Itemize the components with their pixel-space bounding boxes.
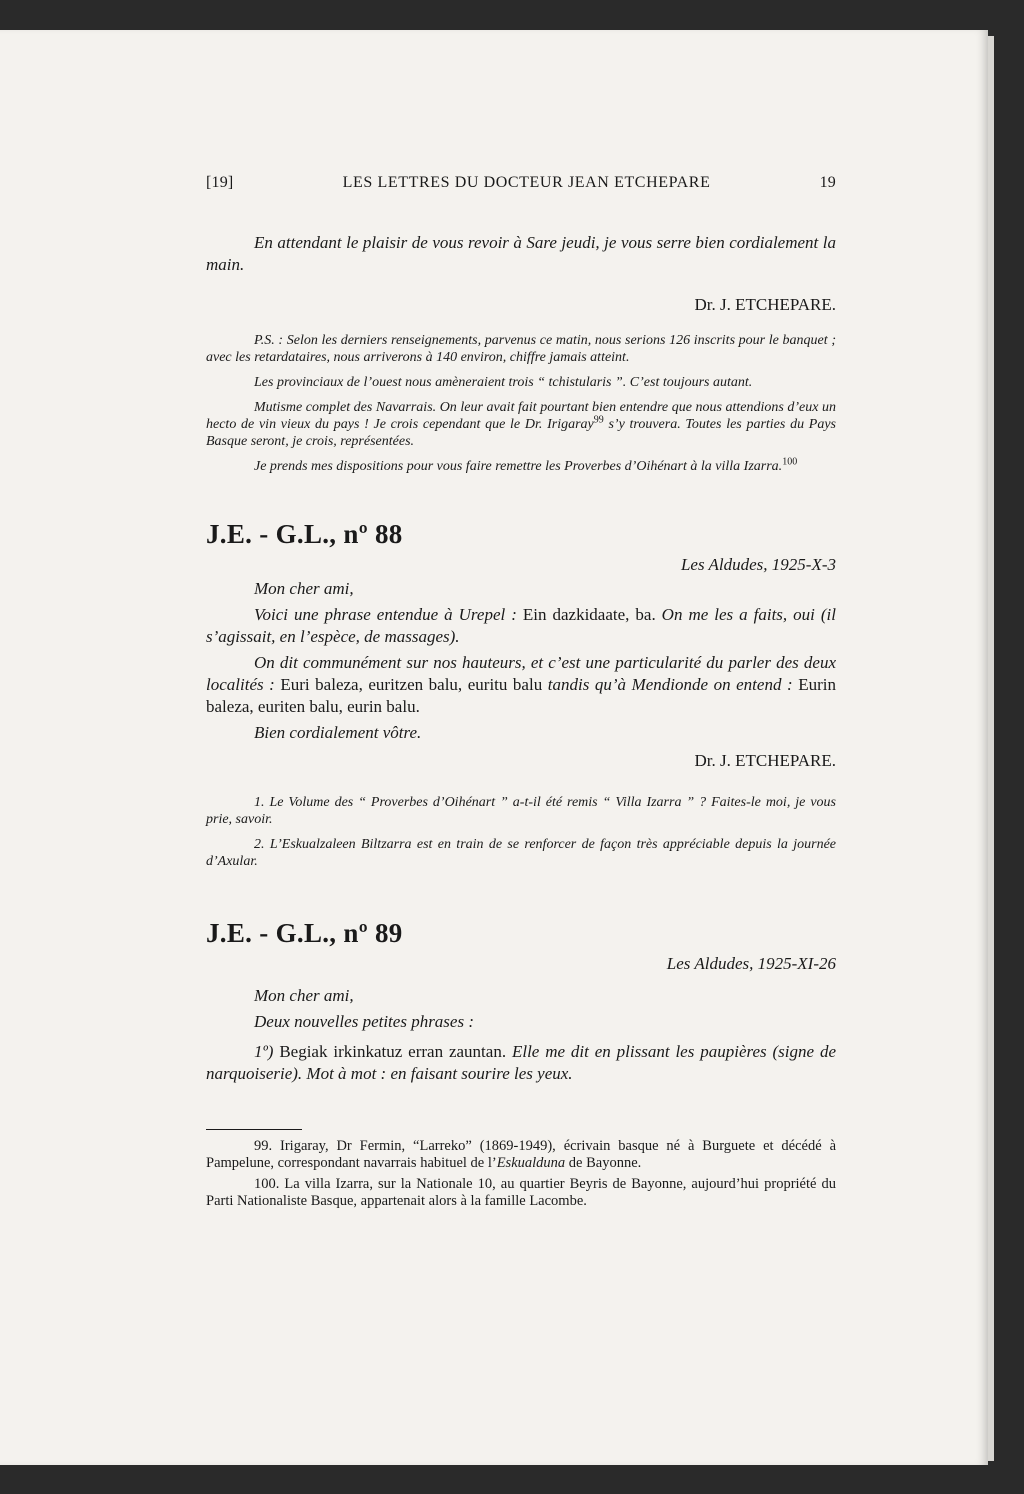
letter-89-item-1 [206, 1041, 836, 1085]
page-number: 19 [819, 174, 836, 191]
p2-text-a: On dit communément sur nos hauteurs, et c’est une particularité du parler des deux localités : [206, 653, 836, 694]
p1-text-a: Voici une phrase entendue à Urepel : [254, 605, 523, 624]
letter-88-note-2: 2. L’Eskualzaleen Biltzarra est en train de se renforcer de façon très appréciable depuis la journée d’Axular. [206, 837, 836, 869]
letter-89-salutation: Mon cher ami, [254, 986, 354, 1005]
p2-basque-phrase-1: Euri baleza, euritzen balu, euritu balu [280, 675, 543, 694]
letter-88-closing: Bien cordialement vôtre. [254, 723, 422, 742]
footnote-99 [206, 1138, 836, 1172]
letter-89-dateline: Les Aldudes, 1925-XI-26 [666, 954, 836, 973]
letter-88-salutation: Mon cher ami, [254, 579, 354, 598]
footnote-ref-100: 100 [782, 456, 798, 468]
p1-basque-phrase: Ein dazkidaate, ba. [522, 605, 656, 624]
item1-number: 1º) [254, 1042, 280, 1061]
header-left: [19] [206, 174, 234, 191]
letter-88-note-1: 1. Le Volume des “ Proverbes d’Oihénart ” a-t-il été remis “ Villa Izarra ” ? Faites-le moi, je vous prie, savoir. [206, 795, 836, 827]
footnote-ref-99: 99 [593, 414, 604, 426]
letter-88-paragraph-1 [206, 604, 836, 648]
ps-paragraph-4 [206, 458, 836, 475]
p1-text-b: On me les a faits, oui (il s’agissait, en l’espèce, de massages). [206, 605, 836, 646]
running-header [206, 174, 836, 192]
p2-text-b: tandis qu’à Mendionde on entend : [542, 675, 799, 694]
letter-88-heading: J.E. - G.L., nº 88 [206, 519, 403, 549]
ps-paragraph-1: P.S. : Selon les derniers renseignements, parvenus ce matin, nous serions 126 inscrits pour le banquet ; avec les retardataires, nous arriverons à 140 environ, chiffre jamais atteint. [206, 333, 836, 365]
fn99-text-a: 99. Irigaray, Dr Fermin, “Larreko” (1869-1949), écrivain basque né à Burguete et décédé à Pampelune, correspondant navarrais habituel de l’ [206, 1138, 836, 1171]
ps-paragraph-2: Les provinciaux de l’ouest nous amèneraient trois “ tchistularis ”. C’est toujours autant. [254, 375, 753, 390]
ps3-text-b: s’y trouvera. Toutes les parties du Pays Basque seront, je crois, représentées. [206, 417, 836, 449]
fn99-text-b: de Bayonne. [565, 1155, 642, 1171]
item1-basque-phrase: Begiak irkinkatuz erran zauntan. [279, 1042, 507, 1061]
letter-88-dateline: Les Aldudes, 1925-X-3 [680, 555, 836, 574]
letter-88-signature: Dr. J. ETCHEPARE. [694, 751, 836, 770]
footnote-rule [206, 1129, 302, 1130]
header-title: LES LETTRES DU DOCTEUR JEAN ETCHEPARE [342, 174, 711, 191]
ps-paragraph-3 [206, 399, 836, 450]
ps3-text-a: Mutisme complet des Navarrais. On leur avait fait pourtant bien entendre que nous attendions d’eux un hecto de vin vieux du pays ! Je crois cependant que le Dr. Irigaray [206, 400, 836, 432]
ps4-text: Je prends mes dispositions pour vous faire remettre les Proverbes d’Oihénart à la villa Izarra. [254, 459, 783, 474]
closing-paragraph: En attendant le plaisir de vous revoir à Sare jeudi, je vous serre bien cordialement la main. [206, 233, 836, 274]
letter-89-intro: Deux nouvelles petites phrases : [254, 1012, 474, 1031]
item1-text: Elle me dit en plissant les paupières (signe de narquoiserie). Mot à mot : en faisant sourire les yeux. [206, 1042, 836, 1083]
letter-89-heading: J.E. - G.L., nº 89 [206, 918, 403, 948]
fn99-italic: Eskualduna [496, 1155, 566, 1171]
signature-prev: Dr. J. ETCHEPARE. [694, 295, 836, 314]
page-edge [988, 36, 994, 1461]
page-content [206, 146, 836, 1210]
letter-88-notes [206, 794, 836, 870]
postscript [206, 332, 836, 475]
footnote-100: 100. La villa Izarra, sur la Nationale 10, au quartier Beyris de Bayonne, aujourd’hui propriété du Parti Nationaliste Basque, appartenait alors à la famille Lacombe. [206, 1176, 836, 1209]
letter-88-paragraph-2 [206, 652, 836, 718]
p2-basque-phrase-2: Eurin baleza, euriten balu, eurin balu. [206, 675, 836, 716]
